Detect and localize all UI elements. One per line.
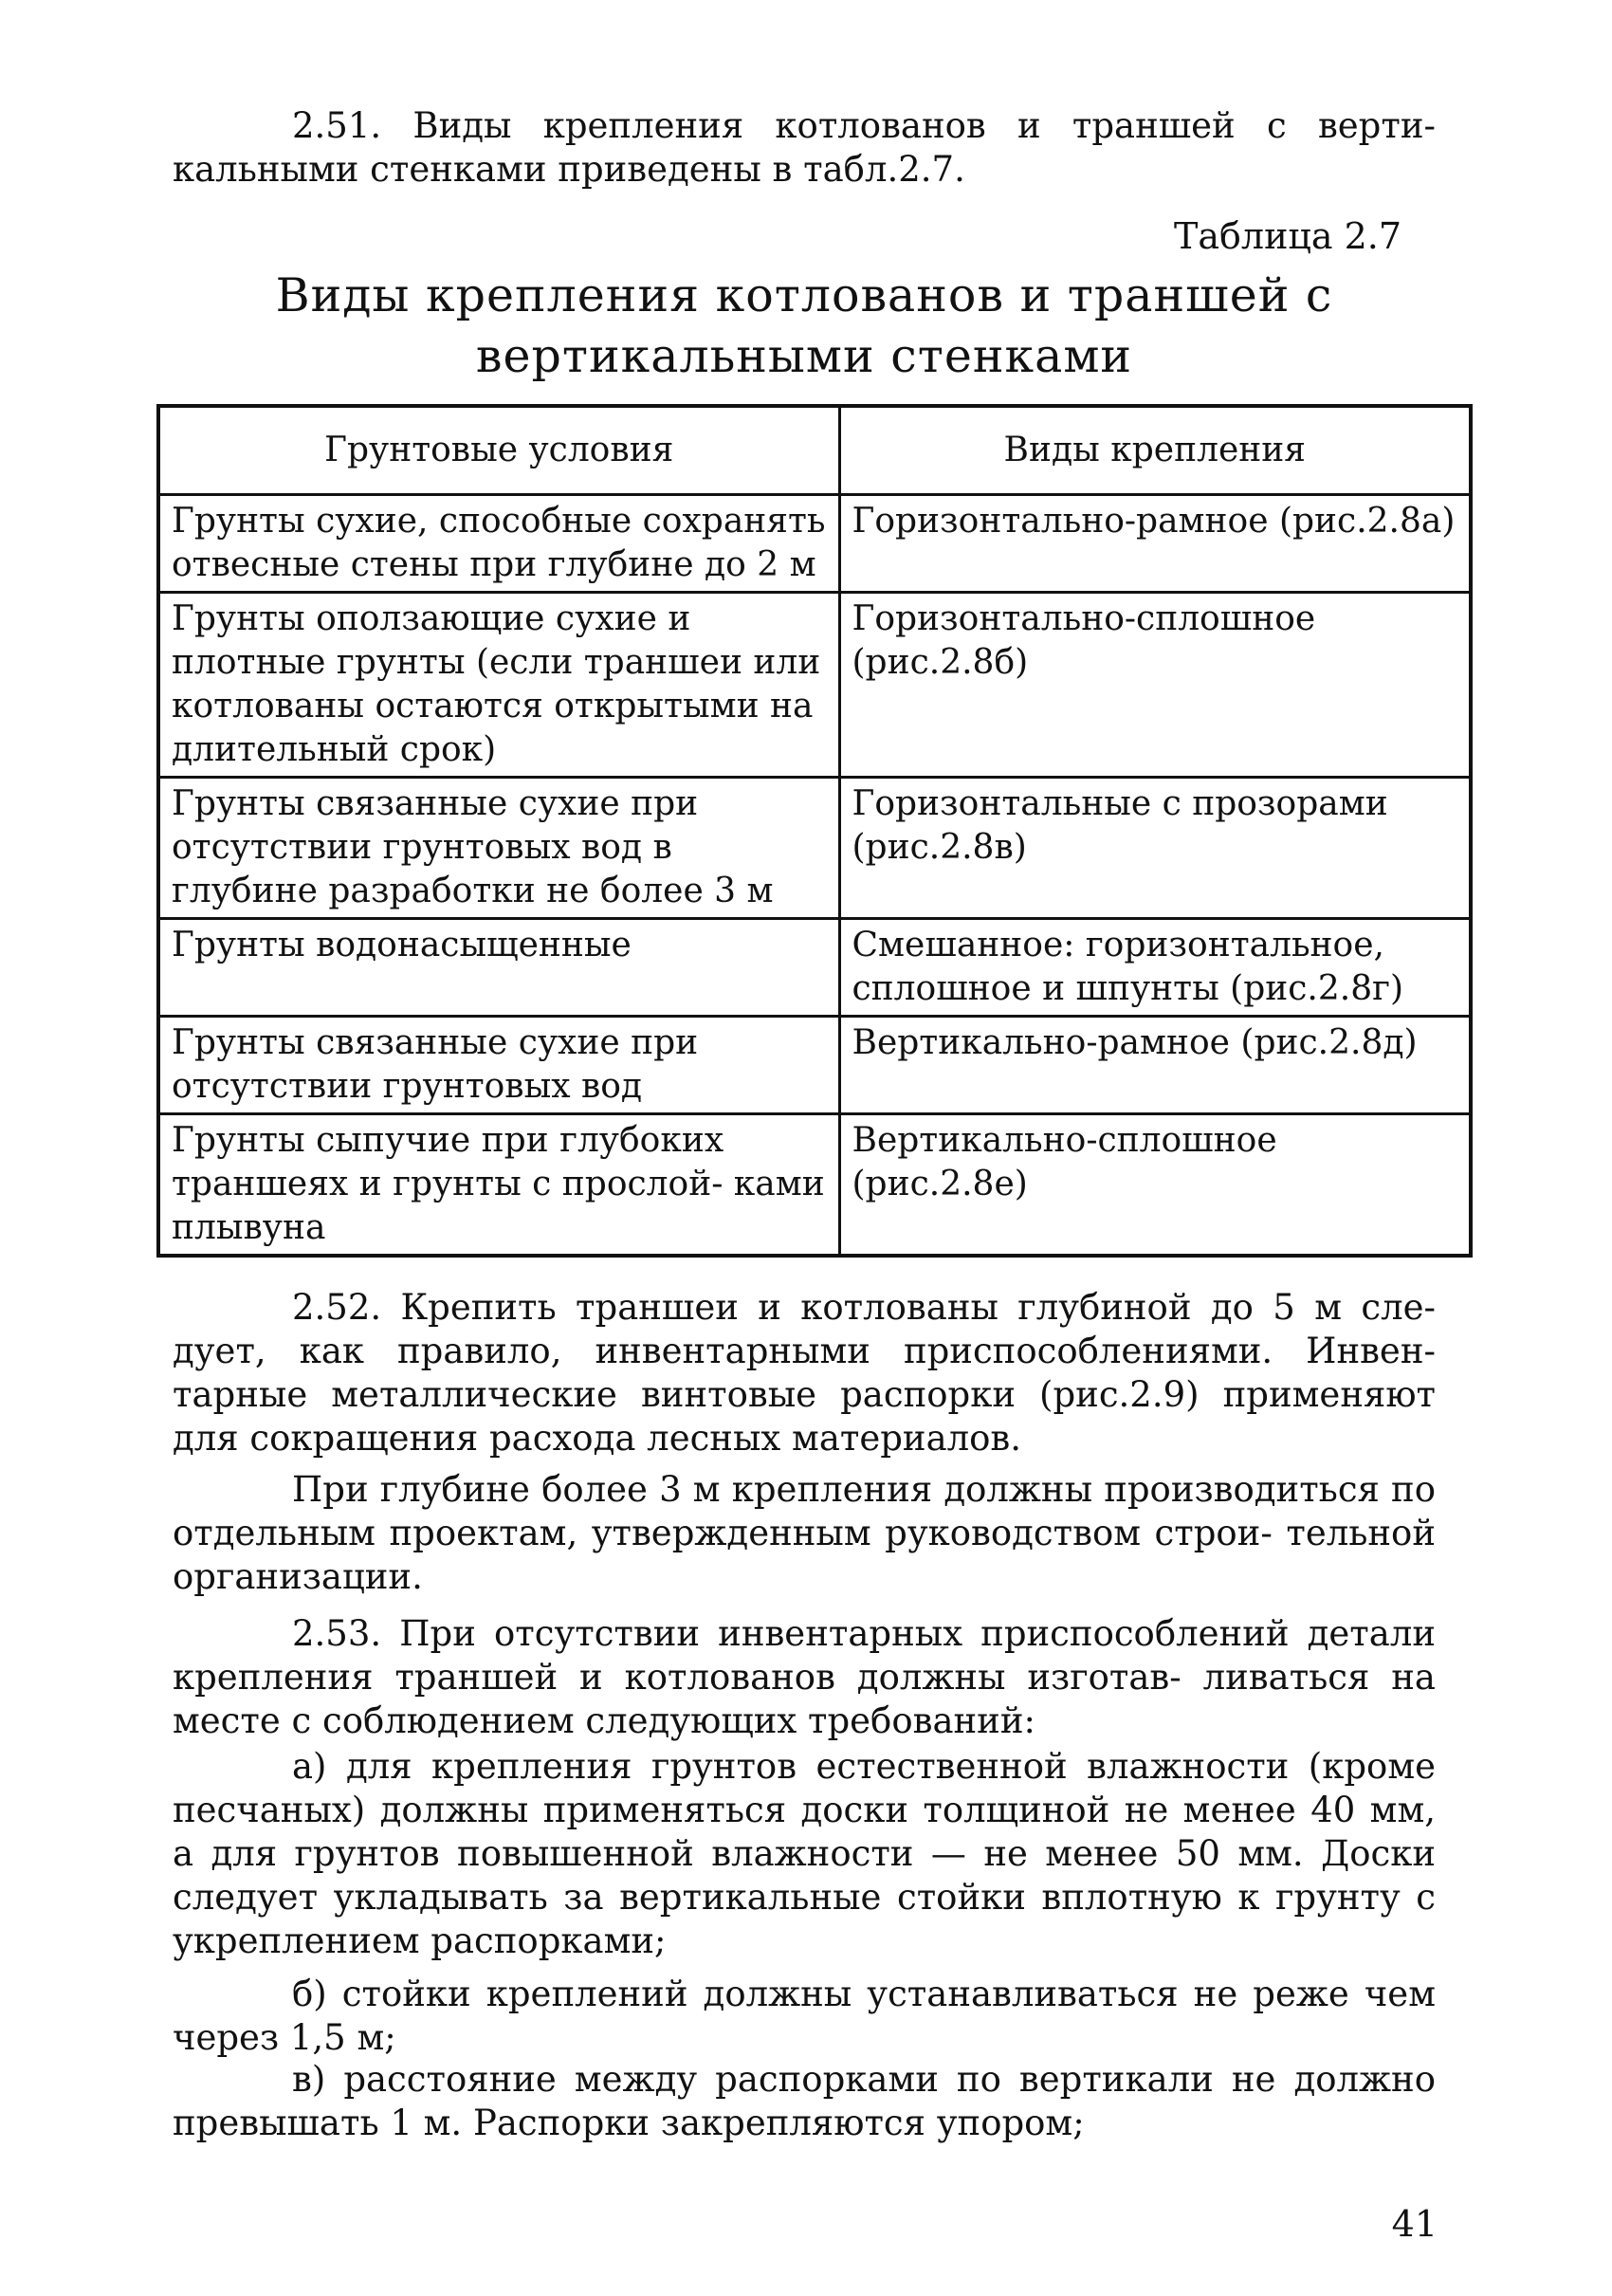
soil-condition-cell: Грунты связанные сухие при отсутствии грунтовых вод в глубине разработки не более 3 м (158, 778, 839, 919)
soil-condition-cell: Грунты водонасыщенные (158, 919, 839, 1017)
page-number: 41 (1391, 2203, 1438, 2245)
paragraph-deep-fastening: При глубине более 3 м крепления должны производиться по отдельным проектам, утвержденным руководством строи- тельной организации. (173, 1469, 1436, 1597)
table-row (158, 778, 1471, 919)
fastening-type-cell: Горизонтально-сплошное (рис.2.8б) (839, 593, 1471, 778)
table-title: Виды крепления котлованов и траншей с вертикальными стенками (275, 268, 1333, 383)
soil-condition-cell: Грунты сыпучие при глубоких траншеях и грунты с прослой- ками плывуна (158, 1114, 839, 1257)
table-row (158, 1017, 1471, 1114)
paragraph-2-53: 2.53. При отсутствии инвентарных приспособлений детали крепления траншей и котлованов должны изготав- ливаться на месте с соблюдением следующих требований: (173, 1613, 1436, 1741)
fastening-table (156, 404, 1473, 1258)
soil-condition-cell: Грунты связанные сухие при отсутствии грунтовых вод (158, 1017, 839, 1114)
table-caption: Таблица 2.7 (1174, 215, 1401, 257)
table-row (158, 593, 1471, 778)
fastening-type-cell: Смешанное: горизонтальное, сплошное и шпунты (рис.2.8г) (839, 919, 1471, 1017)
paragraph-2-52: 2.52. Крепить траншеи и котлованы глубиной до 5 м сле- дует, как правило, инвентарными приспособлениями. Инвен- тарные металлические винтовые распорки (рис.2.9) применяют для сокращения расхода лесных материалов. (173, 1287, 1436, 1459)
requirement-a: а) для крепления грунтов естественной влажности (кроме песчаных) должны применяться доски толщиной не менее 40 мм, а для грунтов повышенной влажности — не менее 50 мм. Доски следует укладывать за вертикальные стойки вплотную к грунту с укреплением распорками; (173, 1746, 1436, 1961)
intro-paragraph: 2.51. Виды крепления котлованов и траншей с верти- кальными стенками приведены в табл.2.7. (173, 105, 1436, 190)
table-row (158, 495, 1471, 593)
header-fastening-types: Виды крепления (839, 406, 1471, 495)
requirement-b: б) стойки креплений должны устанавливаться не реже чем через 1,5 м; (173, 1974, 1436, 2058)
table-row (158, 1114, 1471, 1257)
table-row (158, 919, 1471, 1017)
soil-condition-cell: Грунты оползающие сухие и плотные грунты (если траншеи или котлованы остаются открытыми на длительный срок) (158, 593, 839, 778)
requirement-v: в) расстояние между распорками по вертикали не должно превышать 1 м. Распорки закрепляются упором; (173, 2059, 1436, 2143)
fastening-type-cell: Горизонтальные с прозорами (рис.2.8в) (839, 778, 1471, 919)
header-soil-conditions: Грунтовые условия (158, 406, 839, 495)
fastening-type-cell: Вертикально-рамное (рис.2.8д) (839, 1017, 1471, 1114)
table-header-row (158, 406, 1471, 495)
fastening-type-cell: Горизонтально-рамное (рис.2.8а) (839, 495, 1471, 593)
soil-condition-cell: Грунты сухие, способные сохранять отвесные стены при глубине до 2 м (158, 495, 839, 593)
fastening-type-cell: Вертикально-сплошное (рис.2.8е) (839, 1114, 1471, 1257)
